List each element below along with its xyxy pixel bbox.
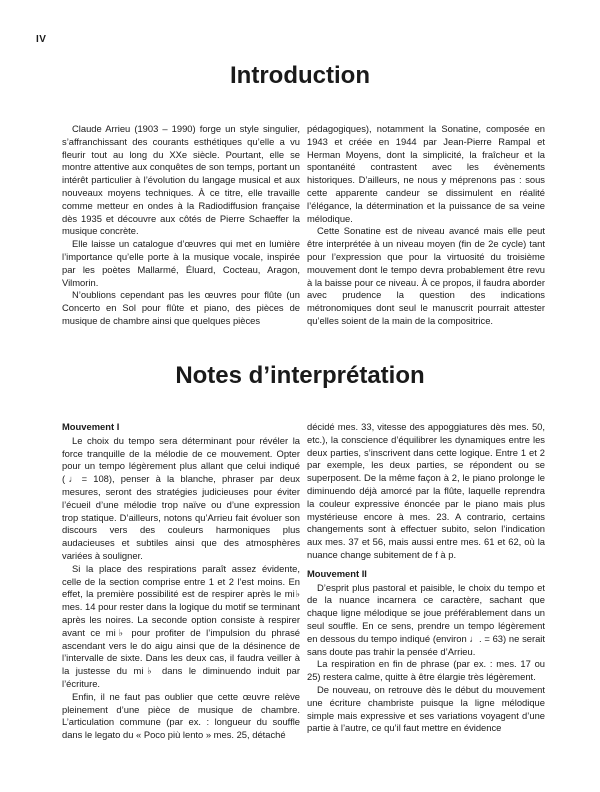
intro-paragraph: Cette Sonatine est de niveau avancé mais elle peut être interprétée à un niveau moyen (fin de 2e cycle) tant pour l’expression que pour la virtuosité du troisième mouvement dont le tempo devra probablement être revu à la baisse pour ce niveau. À ce propos, il faudra aborder avec prudence la question des indications métronomiques dont seul le manuscrit pourrait attester qu’elles soient de la main de la compositrice. xyxy=(307,225,545,326)
introduction-left-column xyxy=(62,123,300,328)
notes-title: Notes d’interprétation xyxy=(175,362,425,389)
notes-paragraph: D’esprit plus pastoral et paisible, le choix du tempo et de la nuance incarnera ce caractère, sachant que chaque ligne mélodique se joue préférablement dans un seul souffle. En ce sens, prendre un tempo légèrement en dessous du tempo indiqué (environ ♩. = 63) ne serait sans doute pas trahir la pensée d’Arrieu. xyxy=(307,581,545,657)
notes-right-column xyxy=(307,421,545,735)
page-number: IV xyxy=(36,34,47,45)
movement-heading: Mouvement II xyxy=(307,567,367,579)
intro-paragraph: pédagogiques), notamment la Sonatine, composée en 1943 et créée en 1944 par Jean-Pierre Rampal et Herman Moyens, dont la simplicité, la fraîcheur et la spontanéité contrastent avec les évènements historiques. D’ailleurs, ne nous y méprenons pas : sous cette apparente candeur se dissimulent en réalité l’élégance, la détermination et la puissance de sa veine mélodique. xyxy=(307,123,545,224)
notes-paragraph: La respiration en fin de phrase (par ex. : mes. 17 ou 25) restera calme, quitte à être élargie très légèrement. xyxy=(307,658,545,683)
intro-paragraph: Claude Arrieu (1903 – 1990) forge un style singulier, s’affranchissant des courants esthétiques qu’elle a vu fleurir tout au long du XXe siècle. Pourtant, elle se montre attentive aux conquêtes de son temps, portant un intérêt particulier à l’évolution du langage musical et aux nouveaux moyens techniques. À ce titre, elle travaille comme metteur en ondes à la Radiodiffusion française dès 1935 et découvre aux côtés de Pierre Schaeffer la musique concrète. xyxy=(62,123,300,237)
movement-heading: Mouvement I xyxy=(62,421,120,432)
notes-paragraph: décidé mes. 33, vitesse des appoggiatures dès mes. 50, etc.), la conscience d’équilibrer les dynamiques entre les deux parties, s’inscrivent dans cette logique. Entre 1 et 2 par exemple, les deux parties, se répondent ou se superposent. De la même façon à 2, le piano prolonge le diminuendo déjà amorcé par la flûte, laquelle reprendra la couleur expressive énoncée par le piano mais plus mystérieuse encore à mes. 23. A contrario, certains changements sont à effectuer subito, selon l’indication aux mes. 37 et 56, mais aussi entre mes. 61 et 62, où la nuance change subitement de f à p. xyxy=(307,421,545,560)
notes-paragraph: Si la place des respirations paraît assez évidente, celle de la section comprise entre 1 et 2 l’est moins. En effet, la première possibilité est de respirer après le mi♭ mes. 14 pour rester dans la logique du motif se terminant après les noires. La seconde option consiste à respirer avant ce mi♭ pour profiter de l’impulsion du phrasé ascendant vers le do aigu ainsi que de la désinence de l’intervalle de sixte. Dans les deux cas, il faudra veiller à la justesse du mi♭ dans le diminuendo induit par l’écriture. xyxy=(62,562,300,689)
intro-paragraph: Elle laisse un catalogue d’œuvres qui met en lumière l’importance qu’elle porte à la musique vocale, inspirée par les poètes Mallarmé, Éluard, Cocteau, Aragon, Vilmorin. xyxy=(62,238,300,288)
notes-paragraph: Le choix du tempo sera déterminant pour révéler la force tranquille de la mélodie de ce mouvement. Opter pour un tempo légèrement plus allant que celui indiqué (♩= 108), penser à la blanche, phraser par deux mesures, seront des stratégies judicieuses pour éviter l’écueil d’une mélodie trop naïve ou d’une expression trop statique. D’ailleurs, notons qu’Arrieu fait évoluer son discours vers des couleurs harmoniques plus audacieuses et subtiles ainsi que des atmosphères variées à souligner. xyxy=(62,434,300,561)
intro-paragraph: N’oublions cependant pas les œuvres pour flûte (un Concerto en Sol pour flûte et piano, des pièces de musique de chambre ainsi que quelques pièces xyxy=(62,289,300,326)
introduction-right-column xyxy=(307,123,545,328)
introduction-title: Introduction xyxy=(230,62,370,89)
notes-paragraph: Enfin, il ne faut pas oublier que cette œuvre relève pleinement d’une pièce de musique de chambre. L’articulation commune (par ex. : longueur du souffle dans le legato du « Poco più lento » mes. 25, détaché xyxy=(62,690,300,741)
notes-paragraph: De nouveau, on retrouve dès le début du mouvement une écriture chambriste puisque la ligne mélodique simple mais expressive et ses variations voyagent d’une partie à l’autre, ce qu’il faut mettre en évidence xyxy=(307,683,545,734)
notes-left-column xyxy=(62,421,300,742)
